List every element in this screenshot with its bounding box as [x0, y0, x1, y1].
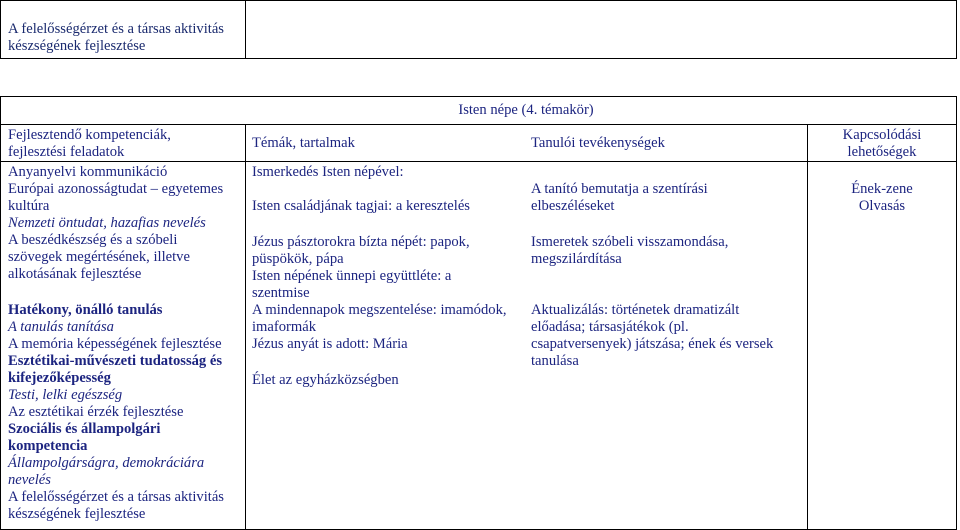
table-title: Isten népe (4. témakör): [458, 102, 594, 118]
header-competencies-l2: fejlesztési feladatok: [8, 144, 125, 160]
competency-item: alkotásának fejlesztése: [8, 266, 142, 282]
activity-item: Ismeretek szóbeli visszamondása,: [531, 234, 729, 250]
competency-item: Szociális és állampolgári: [8, 421, 161, 437]
competency-item: Testi, lelki egészség: [8, 387, 123, 403]
activity-item: csapatversenyek) játszása; ének és versek: [531, 336, 774, 352]
activity-item: elbeszéléseket: [531, 198, 615, 214]
competency-item: kompetencia: [8, 438, 88, 454]
competency-item: A beszédkészség és a szóbeli: [8, 232, 178, 248]
competency-item: Hatékony, önálló tanulás: [8, 302, 163, 318]
connection-item: Olvasás: [858, 198, 906, 214]
topic-item: püspökök, pápa: [252, 251, 344, 267]
competency-item: készségének fejlesztése: [8, 506, 146, 522]
top-text-line1: A felelősségérzet és a társas aktivitás: [8, 21, 224, 37]
topic-item: Jézus anyát is adott: Mária: [252, 336, 408, 352]
topic-item: A mindennapok megszentelése: imamódok,: [252, 302, 507, 318]
header-competencies-l1: Fejlesztendő kompetenciák,: [8, 127, 171, 143]
topic-item: Isten családjának tagjai: a keresztelés: [252, 198, 470, 214]
competency-item: Nemzeti öntudat, hazafias nevelés: [8, 215, 206, 231]
topic-item: imaformák: [252, 319, 317, 335]
competency-item: Az esztétikai érzék fejlesztése: [8, 404, 184, 420]
activity-item: Aktualizálás: történetek dramatizált: [531, 302, 740, 318]
competency-item: nevelés: [8, 472, 51, 488]
topic-item: Jézus pásztorokra bízta népét: papok,: [252, 234, 470, 250]
competency-item: A felelősségérzet és a társas aktivitás: [8, 489, 224, 505]
header-activities: Tanulói tevékenységek: [531, 135, 665, 151]
connection-item: Ének-zene: [851, 181, 913, 197]
competency-item: Állampolgárságra, demokráciára: [8, 455, 205, 471]
activity-item: tanulása: [531, 353, 579, 369]
competency-item: A tanulás tanítása: [8, 319, 114, 335]
header-topics: Témák, tartalmak: [252, 135, 355, 151]
competency-item: kifejezőképesség: [8, 370, 111, 386]
topic-item: Ismerkedés Isten népével:: [252, 164, 404, 180]
activity-item: előadása; társasjátékok (pl.: [531, 319, 689, 335]
competency-item: Anyanyelvi kommunikáció: [8, 164, 168, 180]
competency-item: szövegek megértésének, illetve: [8, 249, 190, 265]
competency-item: Európai azonosságtudat – egyetemes: [8, 181, 224, 197]
activity-item: A tanító bemutatja a szentírási: [531, 181, 708, 197]
competency-item: A memória képességének fejlesztése: [8, 336, 222, 352]
header-connections-l1: Kapcsolódási: [842, 127, 922, 143]
competency-item: kultúra: [8, 198, 50, 214]
competency-item: Esztétikai-művészeti tudatosság és: [8, 353, 223, 369]
activity-item: megszilárdítása: [531, 251, 622, 267]
top-text-line2: készségének fejlesztése: [8, 38, 146, 54]
topic-item: szentmise: [252, 285, 310, 301]
topic-item: Isten népének ünnepi együttléte: a: [252, 268, 452, 284]
topic-item: Élet az egyházközségben: [252, 372, 399, 388]
header-connections-l2: lehetőségek: [847, 144, 917, 160]
